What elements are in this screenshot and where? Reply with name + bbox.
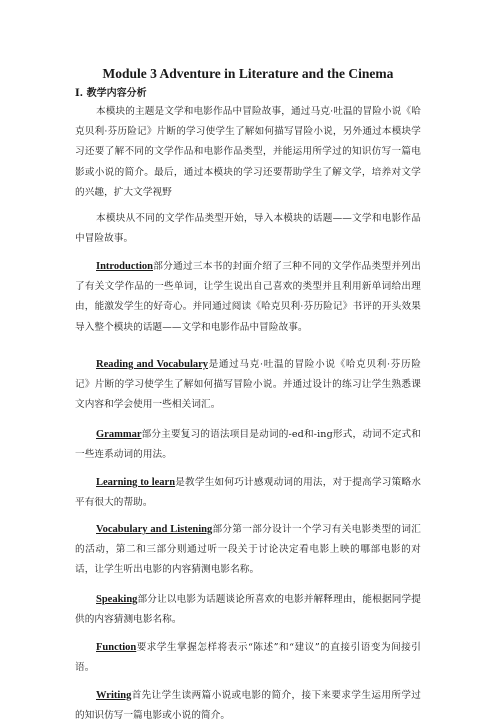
paragraph-text: 本模块的主题是文学和电影作品中冒险故事，通过马克·吐温的冒险小说《哈克贝利·芬历险记》片断的学习使学生了解如何描写冒险小说，另外通过本模块学习还要了解不同的文学作品和电影作品类型，并能运用所学过的知识仿写一篇电影或小说的简介。最后，通过本模块的学习还要帮助学生了解文学，培养对文学的兴趣，扩大文学视野 <box>75 106 421 198</box>
paragraph-function <box>75 638 421 678</box>
section-heading: I. 教学内容分析 <box>75 88 147 99</box>
paragraph-introduction <box>75 257 421 338</box>
paragraph-writing <box>75 686 421 726</box>
paragraph-overview <box>75 102 421 203</box>
paragraph-text: 本模块从不同的文学作品类型开始，导入本模块的话题——文学和电影作品中冒险故事。 <box>75 213 421 245</box>
section-keyword-writing: Writing <box>96 690 132 701</box>
paragraph-vocabulary-listening <box>75 520 421 581</box>
paragraph-text: 是教学生如何巧计感观动词的用法，对于提高学习策略水平有很大的帮助。 <box>75 477 422 509</box>
paragraph-text: 是通过马克·吐温的冒险小说《哈克贝利·芬历险记》片断的学习使学生了解如何描写冒险小说。并通过设计的练习让学生熟悉课文内容和学会使用一些相关词汇。 <box>75 359 421 411</box>
section-keyword-speaking: Speaking <box>96 594 138 605</box>
document-title: Module 3 Adventure in Literature and the Cinema <box>102 66 394 81</box>
paragraph-text: 首先让学生读两篇小说或电影的简介，接下来要求学生运用所学过的知识仿写一篇电影或小说的简介。 <box>75 690 421 722</box>
section-keyword-function: Function <box>96 642 137 653</box>
section-keyword-introduction: Introduction <box>96 261 153 272</box>
paragraph-text: 要求学生掌握怎样将表示“陈述”和“建议”的直接引语变为间接引语。 <box>75 642 421 674</box>
paragraph-text: 部分让以电影为话题谈论所喜欢的电影并解释理由，能根据同学提供的内容猜测电影名称。 <box>75 594 421 626</box>
paragraph-text: 部分第一部分设计一个学习有关电影类型的词汇的活动，第二和三部分则通过听一段关于讨论决定看电影上映的哪部电影的对话，让学生听出电影的内容猜测电影名称。 <box>75 524 421 576</box>
paragraph-learning-to-learn <box>75 473 421 513</box>
paragraph-speaking <box>75 590 421 630</box>
section-keyword-vocabulary-listening: Vocabulary and Listening <box>96 524 213 535</box>
paragraph-module-intro <box>75 209 421 249</box>
section-keyword-learning-to-learn: Learning to learn <box>96 477 176 488</box>
paragraph-reading-vocabulary <box>75 355 421 416</box>
paragraph-grammar <box>75 425 421 465</box>
section-keyword-grammar: Grammar <box>96 429 142 440</box>
section-keyword-reading-vocabulary: Reading and Vocabulary <box>96 359 209 370</box>
paragraph-text: 部分通过三本书的封面介绍了三种不同的文学作品类型并列出了有关文学作品的一些单词，让学生说出自己喜欢的类型并且利用新单词给出理由，能激发学生的好奇心。并同通过阅读《哈克贝利·芬历险记》书评的开头效果导入整个模块的话题——文学和电影作品中冒险故事。 <box>75 261 421 333</box>
paragraph-text: 部分主要复习的语法项目是动词的-ed和-ing形式，动词不定式和一些连系动词的用法。 <box>75 429 421 461</box>
